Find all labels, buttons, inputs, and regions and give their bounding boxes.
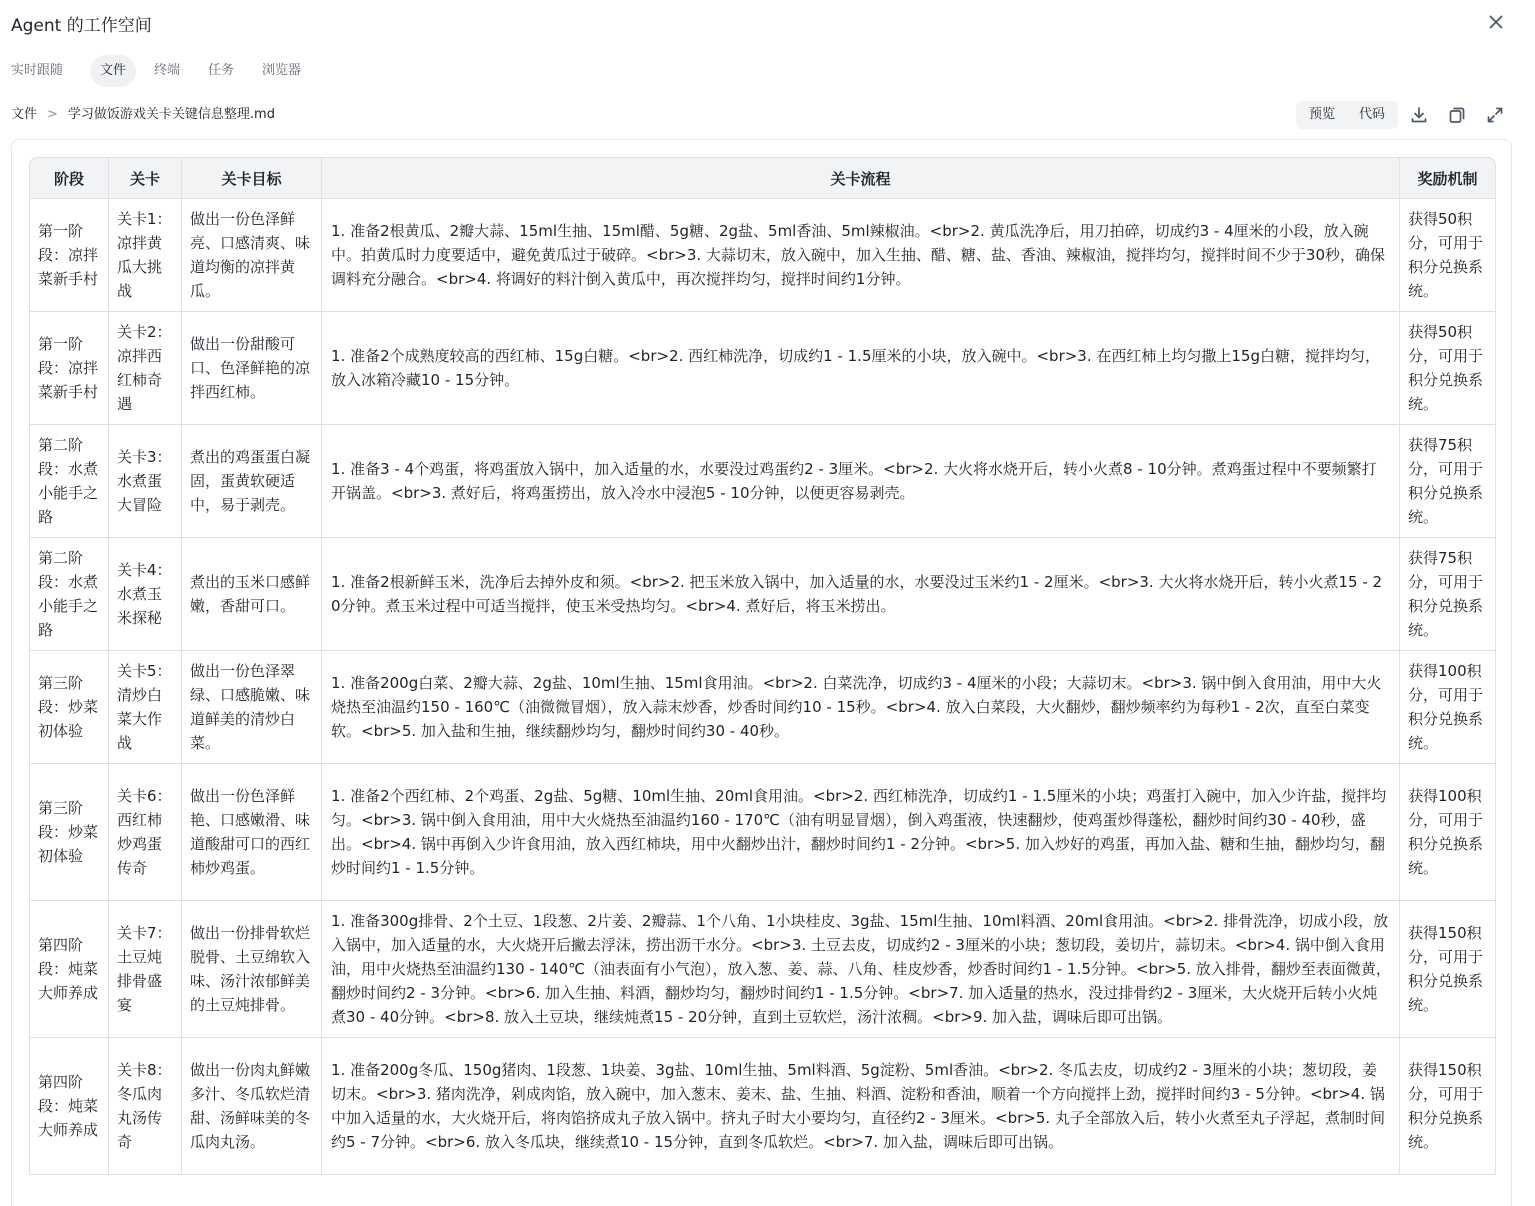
cell-stage: 第一阶段：凉拌菜新手村 [29, 199, 109, 312]
download-icon [1408, 104, 1430, 126]
close-button[interactable] [1484, 10, 1508, 34]
table-row [29, 901, 1496, 1038]
cell-stage: 第四阶段：炖菜大师养成 [29, 901, 109, 1038]
cell-reward: 获得50积分，可用于积分兑换系统。 [1400, 312, 1496, 425]
cell-stage: 第三阶段：炒菜初体验 [29, 651, 109, 764]
panel-header [0, 0, 1535, 46]
cell-stage: 第一阶段：凉拌菜新手村 [29, 312, 109, 425]
expand-button[interactable] [1484, 104, 1506, 126]
cell-stage: 第二阶段：水煮小能手之路 [29, 425, 109, 538]
header-reward: 奖励机制 [1400, 157, 1496, 199]
page-title: Agent 的工作空间 [11, 16, 152, 36]
copy-button[interactable] [1446, 104, 1468, 126]
view-toggle [1296, 101, 1398, 129]
cell-goal: 煮出的玉米口感鲜嫩，香甜可口。 [182, 538, 322, 651]
cell-flow: 1. 准备2个西红柿、2个鸡蛋、2g盐、5g糖、10ml生抽、20ml食用油。<br>2. 西红柿洗净，切成约1 - 1.5厘米的小块；鸡蛋打入碗中，加入少许盐，搅拌均匀。<br>3. 锅中倒入食用油，用中大火烧热至油温约160 - 170℃（油有明显冒烟），倒入鸡蛋液，快速翻炒，使鸡蛋炒得蓬松，翻炒时间约30 - 40秒，盛出。<br>4. 锅中再倒入少许食用油，放入西红柿块，用中火翻炒出汁，翻炒时间约1 - 2分钟。<br>5. 加入炒好的鸡蛋，再加入盐、糖和生抽，翻炒均匀，翻炒时间约1 - 1.5分钟。 [322, 764, 1400, 901]
close-icon [1484, 10, 1508, 34]
table-row [29, 538, 1496, 651]
cell-stage: 第四阶段：炖菜大师养成 [29, 1038, 109, 1175]
cell-reward: 获得50积分，可用于积分兑换系统。 [1400, 199, 1496, 312]
breadcrumb [11, 105, 275, 125]
cell-level: 关卡8：冬瓜肉丸汤传奇 [109, 1038, 182, 1175]
cell-stage: 第二阶段：水煮小能手之路 [29, 538, 109, 651]
cell-flow: 1. 准备2根黄瓜、2瓣大蒜、15ml生抽、15ml醋、5g糖、2g盐、5ml香油、5ml辣椒油。<br>2. 黄瓜洗净后，用刀拍碎，切成约3 - 4厘米的小段，放入碗中。拍黄瓜时力度要适中，避免黄瓜过于破碎。<br>3. 大蒜切末，放入碗中，加入生抽、醋、糖、盐、香油、辣椒油，搅拌均匀，搅拌时间不少于30秒，确保调料充分融合。<br>4. 将调好的料汁倒入黄瓜中，再次搅拌均匀，搅拌时间约1分钟。 [322, 199, 1400, 312]
cell-reward: 获得75积分，可用于积分兑换系统。 [1400, 538, 1496, 651]
cell-level: 关卡2：凉拌西红柿奇遇 [109, 312, 182, 425]
level-table [29, 157, 1496, 1175]
expand-icon [1484, 104, 1506, 126]
table-row [29, 425, 1496, 538]
table-row [29, 764, 1496, 901]
cell-goal: 做出一份色泽鲜艳、口感嫩滑、味道酸甜可口的西红柿炒鸡蛋。 [182, 764, 322, 901]
cell-level: 关卡1：凉拌黄瓜大挑战 [109, 199, 182, 312]
tab-terminal[interactable]: 终端 [154, 63, 181, 78]
cell-goal: 做出一份色泽翠绿、口感脆嫩、味道鲜美的清炒白菜。 [182, 651, 322, 764]
cell-stage: 第三阶段：炒菜初体验 [29, 764, 109, 901]
cell-goal: 做出一份色泽鲜亮、口感清爽、味道均衡的凉拌黄瓜。 [182, 199, 322, 312]
header-goal: 关卡目标 [182, 157, 322, 199]
cell-flow: 1. 准备2根新鲜玉米，洗净后去掉外皮和须。<br>2. 把玉米放入锅中，加入适量的水，水要没过玉米约1 - 2厘米。<br>3. 大火将水烧开后，转小火煮15 - 20分钟。煮玉米过程中可适当搅拌，使玉米受热均匀。<br>4. 煮好后，将玉米捞出。 [322, 538, 1400, 651]
cell-flow: 1. 准备3 - 4个鸡蛋，将鸡蛋放入锅中，加入适量的水，水要没过鸡蛋约2 - 3厘米。<br>2. 大火将水烧开后，转小火煮8 - 10分钟。煮鸡蛋过程中不要频繁打开锅盖。<br>3. 煮好后，将鸡蛋捞出，放入冷水中浸泡5 - 10分钟，以便更容易剥壳。 [322, 425, 1400, 538]
breadcrumb-file: 学习做饭游戏关卡关键信息整理.md [67, 107, 275, 122]
cell-flow: 1. 准备300g排骨、2个土豆、1段葱、2片姜、2瓣蒜、1个八角、1小块桂皮、3g盐、15ml生抽、10ml料酒、20ml食用油。<br>2. 排骨洗净，切成小段，放入锅中，加入适量的水，大火烧开后撇去浮沫，捞出沥干水分。<br>3. 土豆去皮，切成约2 - 3厘米的小块；葱切段，姜切片，蒜切末。<br>4. 锅中倒入食用油，用中火烧热至油温约130 - 140℃（油表面有小气泡），放入葱、姜、蒜、八角、桂皮炒香，炒香时间约1 - 1.5分钟。<br>5. 放入排骨，翻炒至表面微黄，翻炒时间约2 - 3分钟。<br>6. 加入生抽、料酒，翻炒均匀，翻炒时间约1 - 1.5分钟。<br>7. 加入适量的热水，没过排骨约2 - 3厘米，大火烧开后转小火炖煮30 - 40分钟。<br>8. 放入土豆块，继续炖煮15 - 20分钟，直到土豆软烂，汤汁浓稠。<br>9. 加入盐，调味后即可出锅。 [322, 901, 1400, 1038]
cell-reward: 获得150积分，可用于积分兑换系统。 [1400, 1038, 1496, 1175]
file-preview-panel [11, 139, 1512, 1206]
cell-goal: 煮出的鸡蛋蛋白凝固，蛋黄软硬适中，易于剥壳。 [182, 425, 322, 538]
table-row [29, 1038, 1496, 1175]
tab-browser[interactable]: 浏览器 [262, 63, 302, 78]
cell-level: 关卡3：水煮蛋大冒险 [109, 425, 182, 538]
cell-level: 关卡6：西红柿炒鸡蛋传奇 [109, 764, 182, 901]
tab-tasks[interactable]: 任务 [208, 63, 235, 78]
code-button[interactable]: 代码 [1348, 103, 1396, 127]
breadcrumb-separator: > [47, 107, 58, 122]
table-row [29, 312, 1496, 425]
header-level: 关卡 [109, 157, 182, 199]
cell-reward: 获得100积分，可用于积分兑换系统。 [1400, 764, 1496, 901]
header-stage: 阶段 [29, 157, 109, 199]
cell-reward: 获得75积分，可用于积分兑换系统。 [1400, 425, 1496, 538]
cell-goal: 做出一份肉丸鲜嫩多汁、冬瓜软烂清甜、汤鲜味美的冬瓜肉丸汤。 [182, 1038, 322, 1175]
table-row [29, 651, 1496, 764]
cell-flow: 1. 准备200g白菜、2瓣大蒜、2g盐、10ml生抽、15ml食用油。<br>2. 白菜洗净，切成约3 - 4厘米的小段；大蒜切末。<br>3. 锅中倒入食用油，用中大火烧热至油温约150 - 160℃（油微微冒烟），放入蒜末炒香，炒香时间约10 - 15秒。<br>4. 放入白菜段，大火翻炒，翻炒频率约为每秒1 - 2次，直至白菜变软。<br>5. 加入盐和生抽，继续翻炒均匀，翻炒时间约30 - 40秒。 [322, 651, 1400, 764]
cell-level: 关卡4：水煮玉米探秘 [109, 538, 182, 651]
cell-flow: 1. 准备200g冬瓜、150g猪肉、1段葱、1块姜、3g盐、10ml生抽、5ml料酒、5g淀粉、5ml香油。<br>2. 冬瓜去皮，切成约2 - 3厘米的小块；葱切段，姜切末。<br>3. 猪肉洗净，剁成肉馅，放入碗中，加入葱末、姜末、盐、生抽、料酒、淀粉和香油，顺着一个方向搅拌上劲，搅拌时间约3 - 5分钟。<br>4. 锅中加入适量的水，大火烧开后，将肉馅挤成丸子放入锅中。挤丸子时大小要均匀，直径约2 - 3厘米。<br>5. 丸子全部放入后，转小火煮至丸子浮起，煮制时间约5 - 7分钟。<br>6. 放入冬瓜块，继续煮10 - 15分钟，直到冬瓜软烂。<br>7. 加入盐，调味后即可出锅。 [322, 1038, 1400, 1175]
cell-reward: 获得150积分，可用于积分兑换系统。 [1400, 901, 1496, 1038]
tab-follow[interactable]: 实时跟随 [11, 63, 64, 78]
cell-flow: 1. 准备2个成熟度较高的西红柿、15g白糖。<br>2. 西红柿洗净，切成约1 - 1.5厘米的小块，放入碗中。<br>3. 在西红柿上均匀撒上15g白糖，搅拌均匀，放入冰箱冷藏10 - 15分钟。 [322, 312, 1400, 425]
cell-reward: 获得100积分，可用于积分兑换系统。 [1400, 651, 1496, 764]
table-header-row [29, 157, 1496, 199]
cell-level: 关卡7：土豆炖排骨盛宴 [109, 901, 182, 1038]
copy-icon [1446, 104, 1468, 126]
cell-level: 关卡5：清炒白菜大作战 [109, 651, 182, 764]
breadcrumb-root[interactable]: 文件 [11, 107, 38, 122]
tab-files[interactable]: 文件 [90, 55, 136, 87]
preview-button[interactable]: 预览 [1308, 107, 1335, 122]
download-button[interactable] [1408, 104, 1430, 126]
header-flow: 关卡流程 [322, 157, 1400, 199]
cell-goal: 做出一份排骨软烂脱骨、土豆绵软入味、汤汁浓郁鲜美的土豆炖排骨。 [182, 901, 322, 1038]
table-row [29, 199, 1496, 312]
cell-goal: 做出一份甜酸可口、色泽鲜艳的凉拌西红柿。 [182, 312, 322, 425]
